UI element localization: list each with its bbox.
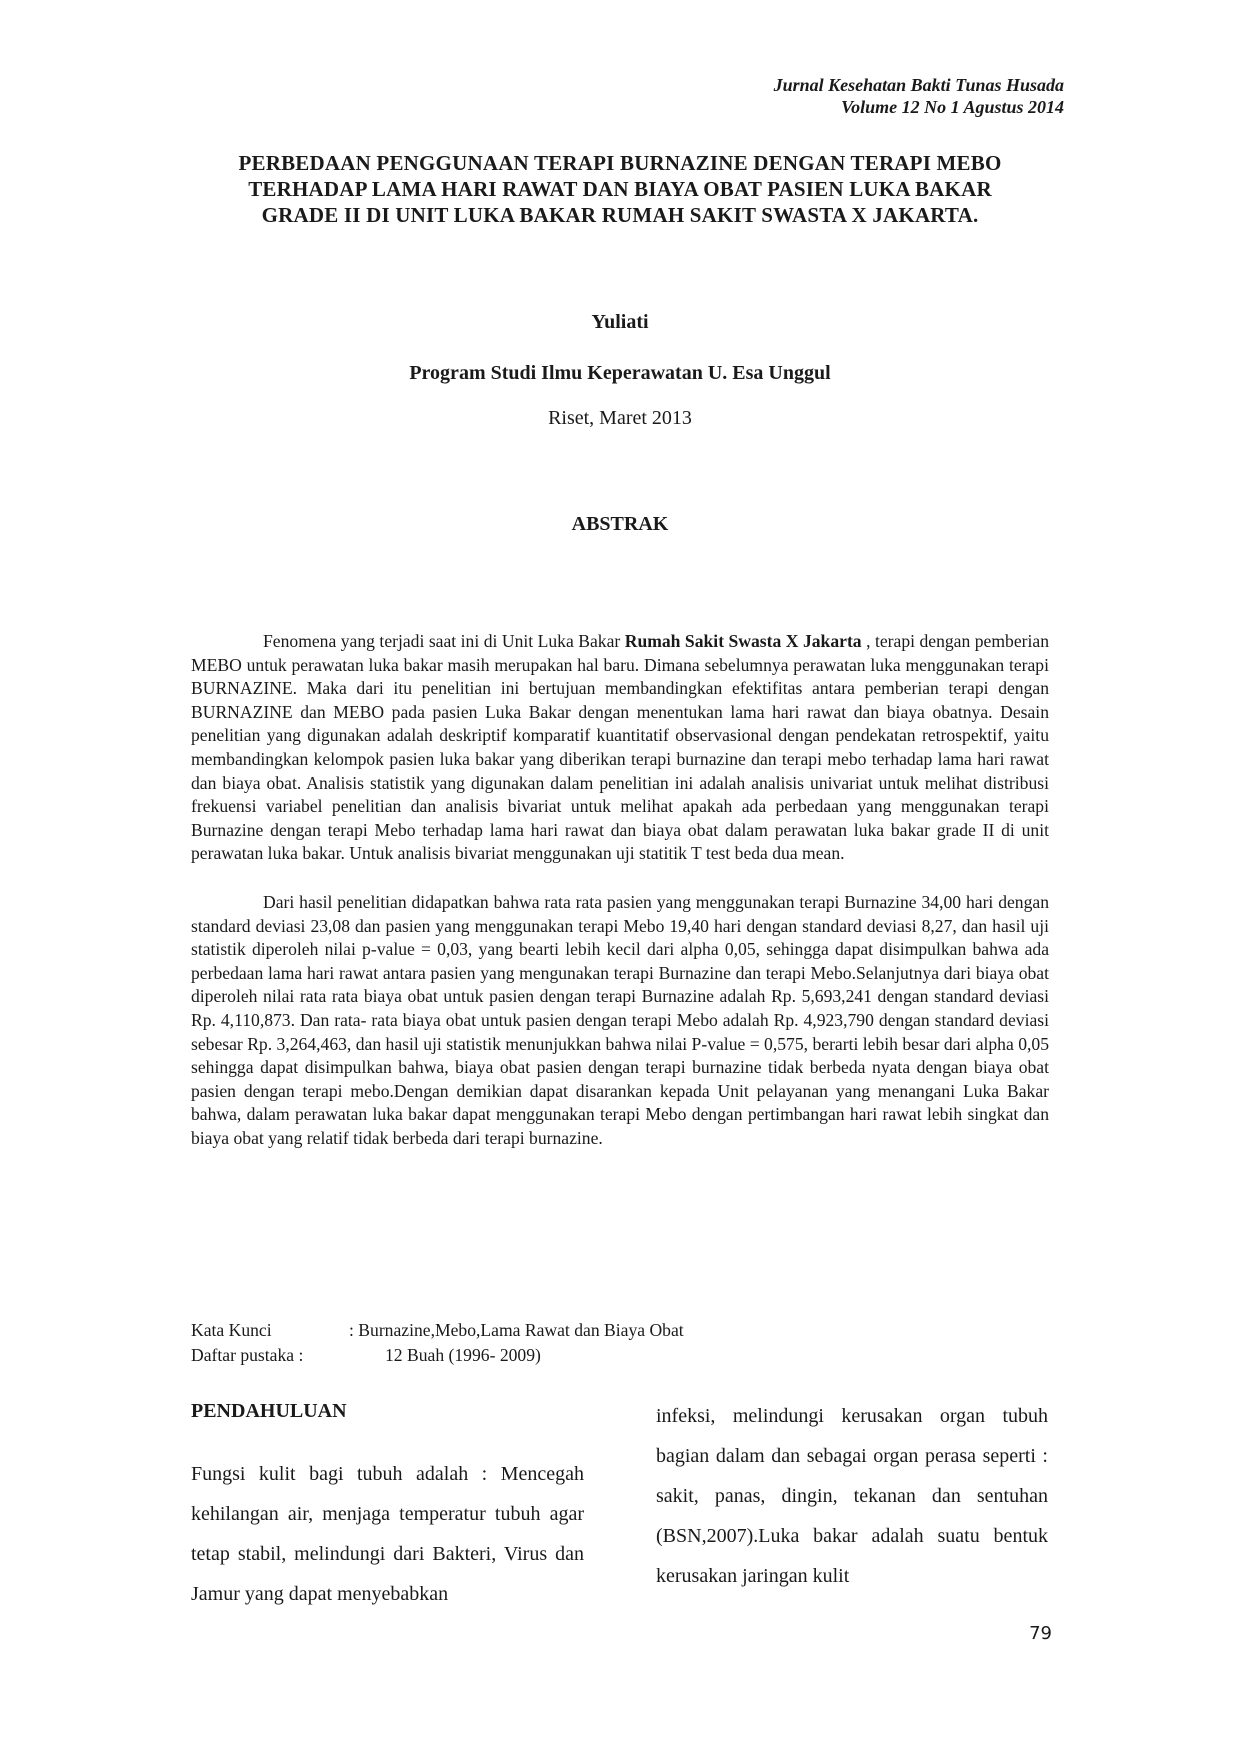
author-affiliation: Program Studi Ilmu Keperawatan U. Esa Unggul xyxy=(409,362,831,384)
references-label: Daftar pustaka : xyxy=(191,1345,304,1365)
intro-left-column xyxy=(191,1396,584,1614)
intro-right-column: infeksi, melindungi kerusakan organ tubuh bagian dalam dan sebagai organ perasa seperti : sakit, panas, dingin, tekanan dan sentuhan (BSN,2007).Luka bakar adalah suatu bentuk kerusakan jaringan kulit xyxy=(656,1405,1048,1587)
abstract-body xyxy=(191,630,1049,1175)
intro-left-text: Fungsi kulit bagi tubuh adalah : Mencegah kehilangan air, menjaga temperatur tubuh agar tetap stabil, melindungi dari Bakteri, Virus dan Jamur yang dapat menyebabkan xyxy=(191,1463,584,1605)
abstract-heading: ABSTRAK xyxy=(571,513,669,535)
abstract-p1-bold: Rumah Sakit Swasta X Jakarta xyxy=(624,631,862,651)
abstract-p1-text-b: , terapi dengan pemberian MEBO untuk perawatan luka bakar masih merupakan hal baru. Dimana sebelumnya perawatan luka menggunakan terapi BURNAZINE. Maka dari itu penelitian ini bertujuan membandingkan efektifitas antara pemberian terapi dengan BURNAZINE dan MEBO pada pasien Luka Bakar dengan menentukan lama hari rawat dan biaya obatnya. Desain penelitian yang digunakan adalah deskriptif komparatif kuantitatif observasional dengan pendekatan retrospektif, yaitu membandingkan kelompok pasien luka bakar yang diberikan terapi burnazine dan terapi mebo terhadap lama hari rawat dan biaya obat. Analisis statistik yang digunakan dalam penelitian ini adalah analisis univariat untuk melihat distribusi frekuensi variabel penelitian dan analisis bivariat untuk melihat apakah ada perbedaan yang menggunakan terapi Burnazine dengan terapi Mebo terhadap lama hari rawat dan biaya obat dalam perawatan luka bakar grade II di unit perawatan luka bakar. Untuk analisis bivariat menggunakan uji statitik T test beda dua mean. xyxy=(191,631,1050,864)
journal-header xyxy=(774,74,1064,118)
references-row xyxy=(191,1343,684,1368)
title-line-3: GRADE II DI UNIT LUKA BAKAR RUMAH SAKIT SWASTA X JAKARTA. xyxy=(261,203,979,227)
author-name: Yuliati xyxy=(591,311,649,333)
keywords-label: Kata Kunci xyxy=(191,1320,272,1340)
title-line-1: PERBEDAAN PENGGUNAAN TERAPI BURNAZINE DENGAN TERAPI MEBO xyxy=(238,151,1002,175)
keywords-value: : Burnazine,Mebo,Lama Rawat dan Biaya Obat xyxy=(349,1320,684,1340)
abstract-paragraph-1 xyxy=(191,630,1049,866)
references-value: 12 Buah (1996- 2009) xyxy=(385,1345,541,1365)
abstract-p1-text-a: Fenomena yang terjadi saat ini di Unit Luka Bakar xyxy=(263,631,625,651)
keywords-row xyxy=(191,1318,684,1343)
page-number: 79 xyxy=(1029,1623,1052,1644)
research-date: Riset, Maret 2013 xyxy=(548,407,692,429)
abstract-paragraph-2: Dari hasil penelitian didapatkan bahwa rata rata pasien yang menggunakan terapi Burnazine 34,00 hari dengan standard deviasi 23,08 dan pasien yang menggunakan terapi Mebo 19,40 hari dengan standard deviasi 8,27, dan hasil uji statistik diperoleh nilai p-value = 0,03, yang bearti lebih kecil dari alpha 0,05, sehingga dapat disimpulkan bahwa ada perbedaan lama hari rawat antara pasien yang mengunakan terapi Burnazine dan terapi Mebo.Selanjutnya dari biaya obat diperoleh nilai rata rata biaya obat untuk pasien dengan terapi Burnazine adalah Rp. 5,693,241 dengan standard deviasi Rp. 4,110,873. Dan rata- rata biaya obat untuk pasien dengan terapi Mebo adalah Rp. 4,923,790 dengan standard deviasi sebesar Rp. 3,264,463, dan hasil uji statistik menunjukkan bahwa nilai P-value = 0,575, berarti lebih besar dari alpha 0,05 sehingga dapat disimpulkan bahwa, biaya obat pasien dengan terapi burnazine tidak berbeda nyata dengan biaya obat pasien dengan terapi mebo.Dengan demikian dapat disarankan kepada Unit pelayanan yang menangani Luka Bakar bahwa, dalam perawatan luka bakar dapat menggunakan terapi Mebo dengan pertimbangan hari rawat lebih singkat dan biaya obat yang relatif tidak berbeda dari terapi burnazine. xyxy=(191,891,1049,1148)
title-line-2: TERHADAP LAMA HARI RAWAT DAN BIAYA OBAT PASIEN LUKA BAKAR xyxy=(248,177,992,201)
journal-volume: Volume 12 No 1 Agustus 2014 xyxy=(841,97,1064,117)
section-heading-pendahuluan: PENDAHULUAN xyxy=(191,1400,347,1422)
paper-title xyxy=(186,150,1054,228)
journal-name: Jurnal Kesehatan Bakti Tunas Husada xyxy=(773,75,1064,95)
keywords-block xyxy=(191,1318,684,1368)
